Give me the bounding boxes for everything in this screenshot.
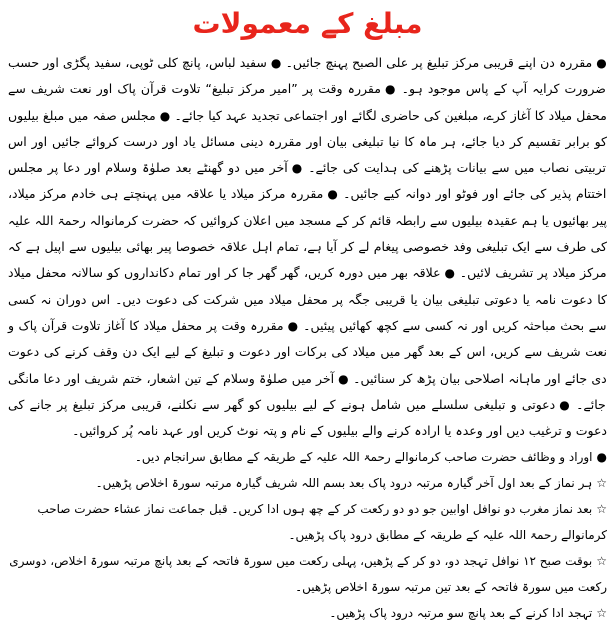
star-icon: ☆	[596, 476, 607, 491]
paragraph-text-6: مقررہ مرکز میلاد یا علاقہ میں پہنچتے ہی خادم مرکز میلاد، پیر بھائیوں یا ہم عقیدہ بیلیوں سے رابطہ قائم کر کے مسجد میں اعلان کروائیں کہ حضرت کرمانوالہ رحمۃ اللہ علیہ کی طرف سے ایک تبلیغی وفد خصوصی پیغام لے کر آیا ہے، تمام اہل علاقہ خصوصا پیر بھائی بیلیوں سے اپیل ہے کہ مرکز میلاد پر تشریف لائیں۔	[8, 186, 607, 281]
body-paragraph	[8, 50, 607, 444]
paragraph-text-4: مجلس صفہ میں مبلغ بیلیوں کو برابر تقسیم کر دیا جائے، ہر ماہ کا نیا تبلیغی بیان اور مقررہ دینی مسائل یاد اور درست کروائے جائیں اور اس تربیتی نصاب میں سے بیانات پڑھنے کی ہدایت کی جائے۔	[8, 107, 607, 176]
bullet-dot-icon: ●	[384, 82, 397, 97]
bullet-dot-icon: ●	[596, 450, 607, 465]
list-item-text: ہر نماز کے بعد اول آخر گیارہ مرتبہ درود پاک بعد بسم اللہ شریف گیارہ مرتبہ سورۃ اخلاص پڑھیں۔	[95, 476, 593, 491]
list-item	[8, 496, 607, 548]
list-item	[8, 470, 607, 496]
bullet-dot-icon: ●	[559, 397, 571, 412]
star-icon: ☆	[596, 606, 607, 621]
bullet-dot-icon: ●	[159, 108, 171, 123]
list-item	[8, 600, 607, 626]
paragraph-text-9: مقررہ وقت پر محفل میلاد کا آغاز تلاوت قرآن پاک و نعت شریف سے کریں، اس کے بعد گھر میں میلاد کی برکات اور دعوت و تبلیغ کے لیے ایک دن وقف کرنے کی دعوت دی جائے اور ماہانہ اصلاحی بیان پڑھ کر سنائیں۔	[8, 317, 607, 386]
paragraph-text-11: دعوتی و تبلیغی سلسلے میں شامل ہونے کے لیے بیلیوں کو گھر سے نکلنے، قریبی مرکز تبلیغ پر جانے کی دعوت و ترغیب دیں اور وعدہ یا ارادہ کرنے والے بیلیوں کے نام و پتہ نوٹ کریں اور عہد نامہ پُر کروائیں۔	[8, 396, 607, 439]
list-item	[8, 444, 607, 470]
bullet-dot-icon: ●	[444, 266, 456, 281]
paragraph-text-1: مقررہ دن اپنے قریبی مرکز تبلیغ پر علی الصبح پہنچ جائیں۔	[285, 55, 593, 70]
paragraph-text-3: مقررہ وقت پر ”امیر مرکز تبلیغ“ تلاوت قرآن پاک اور نعت شریف سے محفل میلاد کا آغاز کرے، مبلغین کی حاضری لگائے اور اجتماعی تجدید عہد کیا جائے۔	[8, 81, 607, 123]
bullet-dot-icon: ●	[287, 318, 299, 333]
star-icon: ☆	[596, 554, 607, 569]
paragraph-text-7: علاقہ بھر میں دورہ کریں، گھر گھر جا کر اور تمام دکانداروں کو سالانہ محفل میلاد کا دعوت نامہ یا دعوتی تبلیغی بیان یا قریبی جگہ پر محفل میلاد میں شرکت کی دعوت دیں۔	[8, 265, 607, 307]
page-title: مبلغ کے معمولات	[192, 7, 423, 40]
list-item-text: بعد نماز مغرب دو نوافل اوابین جو دو دو رکعت کر کے چھ ہوں ادا کریں۔ قبل جماعت نماز عشاء حضرت صاحب کرمانوالے رحمۃ اللہ علیہ کے طریقہ کے مطابق درود پاک پڑھیں۔	[37, 502, 607, 543]
paragraph-text-8: اس دوران نہ کسی سے بحث مباحثہ کریں اور نہ کسی سے کچھ کھائیں پیئیں۔	[8, 291, 607, 333]
bullet-dot-icon: ●	[596, 56, 607, 70]
star-icon: ☆	[596, 502, 607, 517]
list-item-text: تہجد ادا کرنے کے بعد پانچ سو مرتبہ درود پاک پڑھیں۔	[329, 606, 593, 621]
list-item	[8, 548, 607, 600]
bullet-dot-icon: ●	[327, 187, 339, 202]
bullet-dot-icon: ●	[270, 56, 282, 70]
paragraph-text-10: آخر میں صلوٰۃ وسلام کے تین اشعار، ختم شریف اور دعا مانگی جائے۔	[8, 370, 606, 412]
paragraph-text-2: سفید لباس، پانچ کلی ٹوپی، سفید پگڑی اور حسب ضرورت کرایہ آپ کے پاس موجود ہو۔	[8, 55, 606, 97]
list-item-text: اوراد و وظائف حضرت صاحب کرمانوالے رحمۃ اللہ علیہ کے طریقہ کے مطابق سرانجام دیں۔	[134, 450, 593, 465]
list-item-text: بوقت صبح ۱۲ نوافل تہجد دو، دو کر کے پڑھیں، پہلی رکعت میں سورۃ فاتحہ کے بعد پانچ مرتبہ سورۃ اخلاص، دوسری رکعت میں سورۃ فاتحہ کے بعد تین مرتبہ سورۃ اخلاص پڑھیں۔	[9, 554, 607, 595]
paragraph-text-5: آخر میں دو گھنٹے بعد صلوٰۃ وسلام اور دعا پر مجلس اختتام پذیر کی جائے اور فوٹو اور دوانہ کیے جائیں۔	[8, 160, 607, 202]
bullet-dot-icon: ●	[291, 161, 304, 176]
bullet-dot-icon: ●	[338, 371, 349, 386]
